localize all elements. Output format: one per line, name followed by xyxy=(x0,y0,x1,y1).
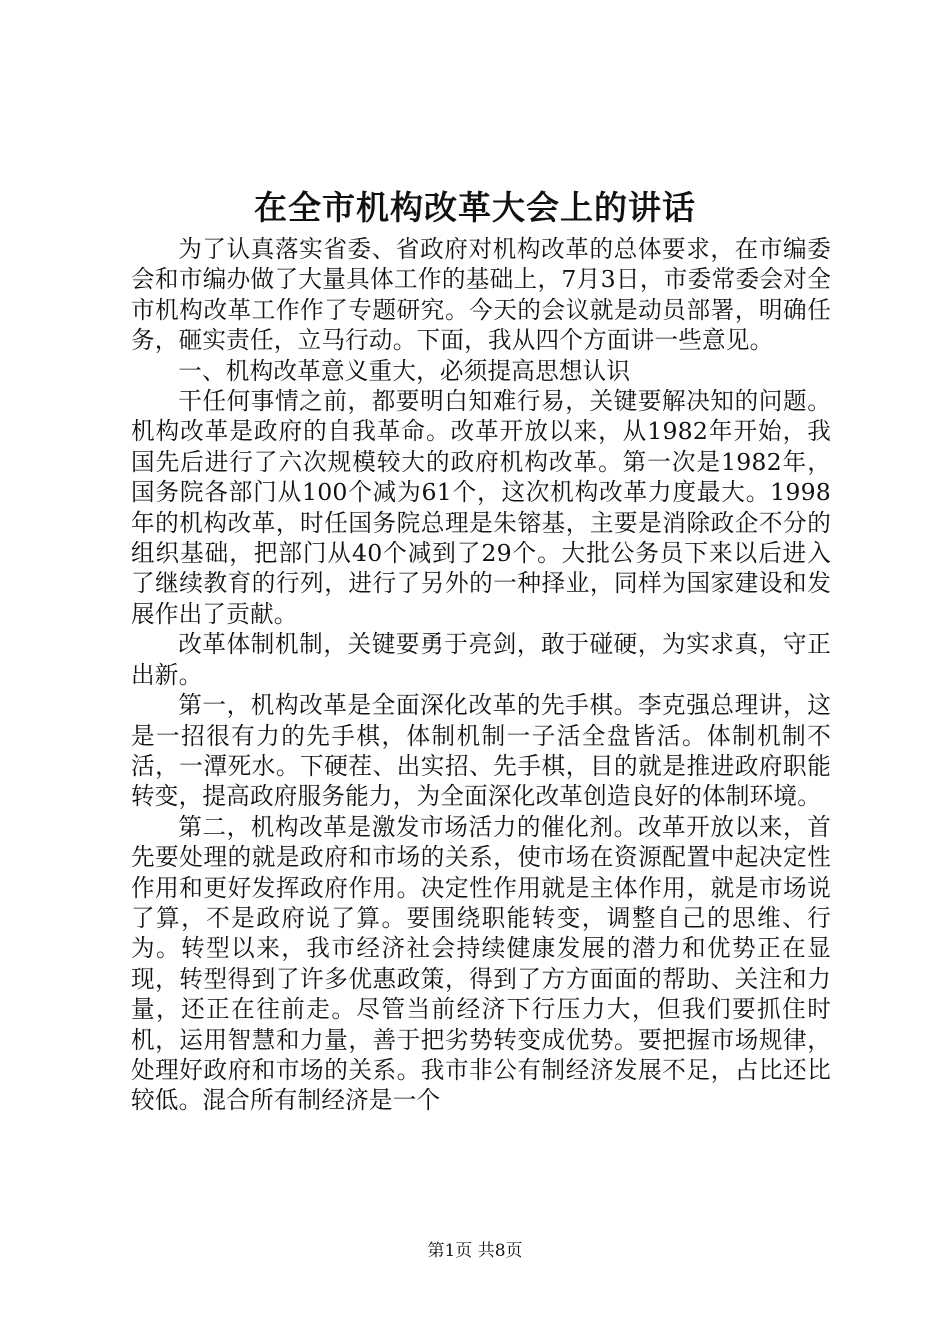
paragraph-reform-mechanism: 改革体制机制，关键要勇于亮剑，敢于碰硬，为实求真，守正出新。 xyxy=(131,630,831,689)
paragraph-history: 干任何事情之前，都要明白知难行易，关键要解决知的问题。机构改革是政府的自我革命。改革开放以来，从1982年开始，我国先后进行了六次规模较大的政府机构改革。第一次是1982年，国务院各部门从100个减为61个，这次机构改革力度最大。1998年的机构改革，时任国务院总理是朱镕基，主要是消除政企不分的组织基础，把部门从40个减到了29个。大批公务员下来以后进入了继续教育的行列，进行了另外的一种择业，同样为国家建设和发展作出了贡献。 xyxy=(131,387,831,628)
section-heading-1: 一、机构改革意义重大，必须提高思想认识 xyxy=(178,356,631,385)
paragraph-second-point: 第二，机构改革是激发市场活力的催化剂。改革开放以来，首先要处理的就是政府和市场的关系，使市场在资源配置中起决定性作用和更好发挥政府作用。决定性作用就是主体作用，就是市场说了算，不是政府说了算。要围绕职能转变，调整自己的思维、行为。转型以来，我市经济社会持续健康发展的潜力和优势正在显现，转型得到了许多优惠政策，得到了方方面面的帮助、关注和力量，还正在往前走。尽管当前经济下行压力大，但我们要抓住时机，运用智慧和力量，善于把劣势转变成优势。要把握市场规律，处理好政府和市场的关系。我市非公有制经济发展不足，占比还比较低。混合所有制经济是一个 xyxy=(131,812,831,1115)
paragraph-intro: 为了认真落实省委、省政府对机构改革的总体要求，在市编委会和市编办做了大量具体工作的基础上，7月3日，市委常委会对全市机构改革工作作了专题研究。今天的会议就是动员部署，明确任务，砸实责任，立马行动。下面，我从四个方面讲一些意见。 xyxy=(131,235,831,355)
document-body xyxy=(131,234,831,1116)
paragraph-first-point: 第一，机构改革是全面深化改革的先手棋。李克强总理讲，这是一招很有力的先手棋，体制机制一子活全盘皆活。体制机制不活，一潭死水。下硬茬、出实招、先手棋，目的就是推进政府职能转变，提高政府服务能力，为全面深化改革创造良好的体制环境。 xyxy=(131,691,831,811)
document-title: 在全市机构改革大会上的讲话 xyxy=(254,188,696,227)
page-footer: 第1页 共8页 xyxy=(427,1241,523,1261)
